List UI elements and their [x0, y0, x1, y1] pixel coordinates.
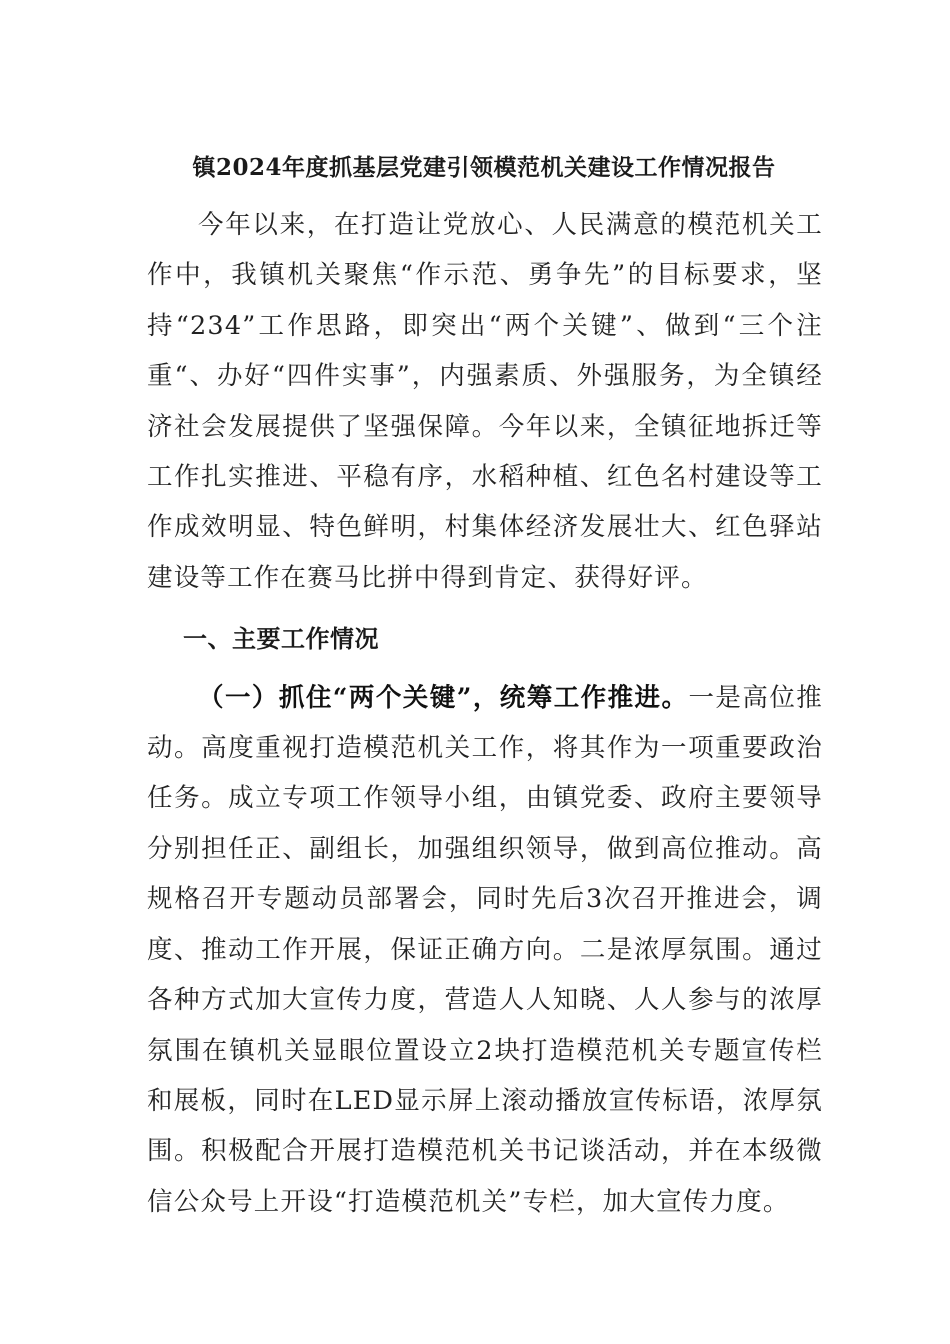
section-heading-main-work: 一、主要工作情况: [183, 624, 379, 654]
subsection-body-text: 一是高位推动。高度重视打造模范机关工作，将其作为一项重要政治任务。成立专项工作领导小组，由镇党委、政府主要领导分别担任正、副组长，加强组织领导，做到高位推动。高规格召开专题动员部署会，同时先后3次召开推进会，调度、推动工作开展，保证正确方向。二是浓厚氛围。通过各种方式加大宣传力度，营造人人知晓、人人参与的浓厚氛围在镇机关显眼位置设立2块打造模范机关专题宣传栏和展板，同时在LED显示屏上滚动播放宣传标语，浓厚氛围。积极配合开展打造模范机关书记谈活动，并在本级微信公众号上开设“打造模范机关”专栏，加大宣传力度。: [147, 682, 823, 1217]
document-title: 镇2024年度抓基层党建引领模范机关建设工作情况报告: [192, 154, 776, 181]
document-page: [147, 148, 823, 1227]
subsection-paragraph-two-keys: [147, 673, 823, 1227]
intro-paragraph: 今年以来，在打造让党放心、人民满意的模范机关工作中，我镇机关聚焦“作示范、勇争先”的目标要求，坚持“234”工作思路，即突出“两个关键”、做到“三个注重“、办好“四件实事”，内强素质、外强服务，为全镇经济社会发展提供了坚强保障。今年以来，全镇征地拆迁等工作扎实推进、平稳有序，水稻种植、红色名村建设等工作成效明显、特色鲜明，村集体经济发展壮大、红色驿站建设等工作在赛马比拼中得到肯定、获得好评。: [147, 210, 823, 593]
subsection-lead-title: （一）抓住“两个关键”，统筹工作推进。: [198, 682, 689, 713]
